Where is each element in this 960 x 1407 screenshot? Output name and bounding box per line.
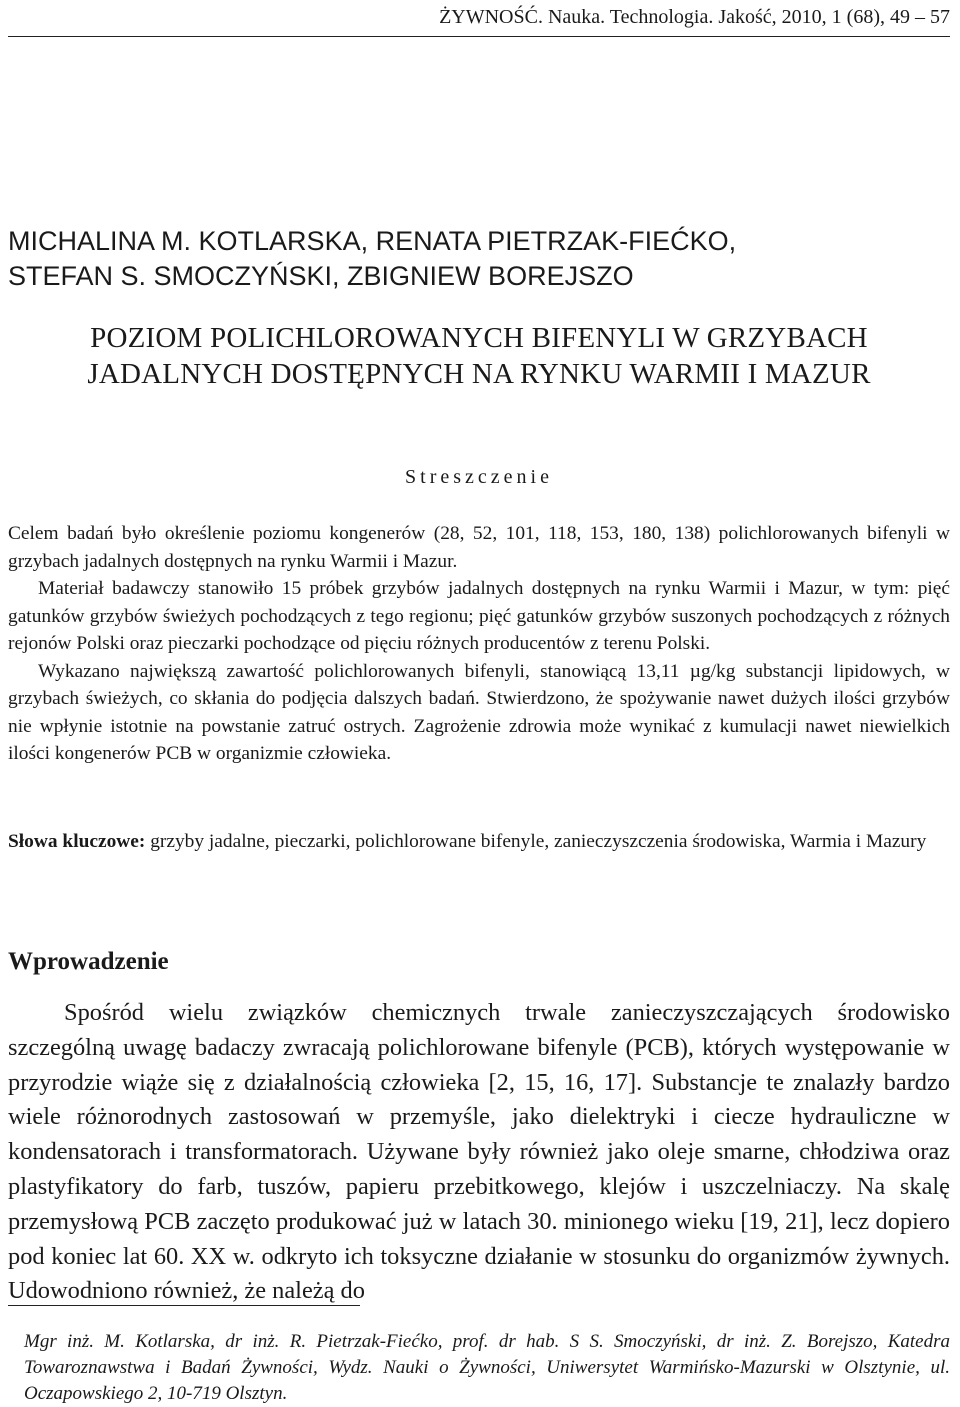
header-rule xyxy=(8,36,950,37)
title-line-1: POZIOM POLICHLOROWANYCH BIFENYLI W GRZYBACH xyxy=(90,322,868,354)
footnote-rule xyxy=(8,1305,360,1306)
author-line-2: STEFAN S. SMOCZYŃSKI, ZBIGNIEW BOREJSZO xyxy=(8,261,634,291)
introduction-paragraph: Spośród wielu związków chemicznych trwale zanieczyszczających środowisko szczególną uwagę badaczy zwracają polichlorowane bifenyle (PCB), których występowanie w przyrodzie wiąże się z działalnością człowieka [2, 15, 16, 17]. Substancje te znalazły bardzo wiele różnorodnych zastosowań w przemyśle, jako dielektryki i ciecze hydrauliczne w kondensatorach i transformatorach. Używane były również jako oleje smarne, chłodziwa oraz plastyfikatory do farb, tuszów, papieru przebitkowego, klejów i uszczelniaczy. Na skalę przemysłową PCB zaczęto produkować już w latach 30. minionego wieku [19, 21], lecz dopiero pod koniec lat 60. XX w. odkryto ich toksyczne działanie w stosunku do organizmów żywnych. Udowodniono również, że należą do xyxy=(8,999,950,1305)
abstract-paragraph-1: Celem badań było określenie poziomu kongenerów (28, 52, 101, 118, 153, 180, 138) polichlorowanych bifenyli w grzybach jadalnych dostępnych na rynku Warmii i Mazur. xyxy=(8,523,950,572)
running-header: ŻYWNOŚĆ. Nauka. Technologia. Jakość, 2010, 1 (68), 49 – 57 xyxy=(439,6,950,28)
title-line-2: JADALNYCH DOSTĘPNYCH NA RYNKU WARMII I MAZUR xyxy=(87,358,871,390)
section-heading-introduction: Wprowadzenie xyxy=(8,948,169,975)
abstract-heading: Streszczenie xyxy=(405,466,553,488)
keywords-label: Słowa kluczowe: xyxy=(8,831,146,852)
keywords-text: grzyby jadalne, pieczarki, polichlorowane bifenyle, zanieczyszczenia środowiska, Warmia i Mazury xyxy=(145,831,927,852)
keywords xyxy=(8,828,950,856)
author-line-1: MICHALINA M. KOTLARSKA, RENATA PIETRZAK-FIEĆKO, xyxy=(8,226,737,256)
author-list xyxy=(8,224,950,294)
abstract-paragraph-2: Materiał badawczy stanowiło 15 próbek grzybów jadalnych dostępnych na rynku Warmii i Mazur, w tym: pięć gatunków grzybów świeżych pochodzących z tego regionu; pięć gatunków grzybów suszonych pochodzących z różnych rejonów Polski oraz pieczarki pochodzące od pięciu różnych producentów z terenu Polski. xyxy=(8,578,950,654)
author-affiliation-footnote: Mgr inż. M. Kotlarska, dr inż. R. Pietrzak-Fiećko, prof. dr hab. S S. Smoczyński, dr inż. Z. Borejszo, Katedra Towaroznawstwa i Badań Żywności, Wydz. Nauki o Żywności, Uniwersytet Warmińsko-Mazurski w Olsztynie, ul. Oczapowskiego 2, 10-719 Olsztyn. xyxy=(24,1331,950,1404)
abstract-paragraph-3: Wykazano największą zawartość polichlorowanych bifenyli, stanowiącą 13,11 µg/kg substancji lipidowych, w grzybach świeżych, co skłania do podjęcia dalszych badań. Stwierdzono, że spożywanie nawet dużych ilości grzybów nie wpłynie istotnie na powstanie zatruć ostrych. Zagrożenie zdrowia może wynikać z kumulacji nawet niewielkich ilości kongenerów PCB w organizmie człowieka. xyxy=(8,660,950,764)
paper-title xyxy=(8,320,950,392)
abstract xyxy=(8,520,950,768)
